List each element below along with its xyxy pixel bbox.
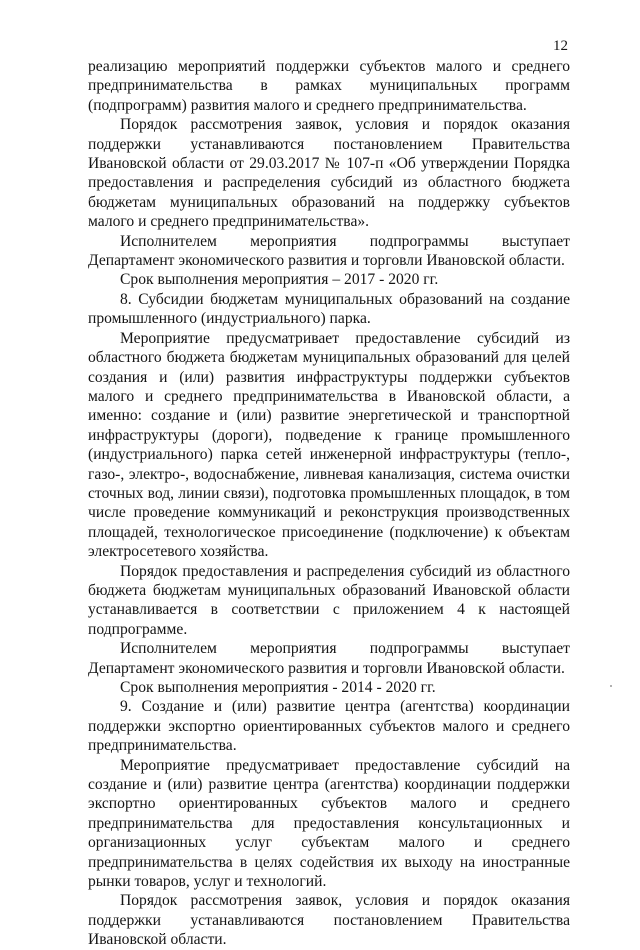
paragraph: Мероприятие предусматривает предоставление субсидий на создание и (или) развитие центра (агентства) координации поддержки экспортно ориентированных субъектов малого и среднего предпринимательства для предоставления консультационных и организационных услуг субъектам малого и среднего предпринимательства в целях содействия их выходу на иностранные рынки товаров, услуг и технологий. — [88, 756, 570, 891]
paragraph: Исполнителем мероприятия подпрограммы выступает Департамент экономического развития и торговли Ивановской области. — [88, 640, 570, 677]
scan-speck — [610, 685, 612, 687]
paragraph: Исполнителем мероприятия подпрограммы выступает Департамент экономического развития и торговли Ивановской области. — [88, 232, 570, 270]
paragraph: Срок выполнения мероприятия – 2017 - 2020 гг. — [120, 271, 439, 289]
paragraph: реализацию мероприятий поддержки субъектов малого и среднего предпринимательства в рамках муниципальных программ (подпрограмм) развития малого и среднего предпринимательства. — [88, 58, 570, 114]
document-body — [88, 57, 570, 950]
page-number: 12 — [553, 38, 568, 54]
paragraph: 9. Создание и (или) развитие центра (агентства) координации поддержки экспортно ориентированных субъектов малого и среднего предпринимательства. — [88, 698, 570, 755]
paragraph: Срок выполнения мероприятия - 2014 - 2020 гг. — [120, 679, 436, 696]
paragraph: Порядок рассмотрения заявок, условия и порядок оказания поддержки устанавливаются постановлением Правительства Ивановской области от 29.03.2017 № 107-п «Об утверждении Порядка предоставления и распределения субсидий из областного бюджета бюджетам муниципальных образований на поддержку субъектов малого и среднего предпринимательства». — [88, 116, 570, 231]
paragraph: 8. Субсидии бюджетам муниципальных образований на создание промышленного (индустриального) парка. — [88, 290, 570, 328]
paragraph: Порядок предоставления и распределения субсидий из областного бюджета бюджетам муниципальных образований Ивановской области устанавливается в соответствии с приложением 4 к настоящей подпрограмме. — [88, 562, 570, 638]
paragraph: Порядок рассмотрения заявок, условия и порядок оказания поддержки устанавливаются постановлением Правительства Ивановской области. — [88, 892, 570, 949]
paragraph: Мероприятие предусматривает предоставление субсидий из областного бюджета бюджетам муниципальных образований для целей создания и (или) развития инфраструктуры поддержки субъектов малого и среднего предпринимательства в Ивановской области, а именно: создание и (или) развитие энергетической и транспортной инфраструктуры (дороги), подведение к границе промышленного (индустриального) парка сетей инженерной инфраструктуры (тепло-, газо-, электро-, водоснабжение, ливневая канализация, система очистки сточных вод, линии связи), подготовка промышленных площадок, в том числе проведение коммуникаций и реконструкция производственных площадей, технологическое присоединение (подключение) к объектам электросетевого хозяйства. — [88, 329, 570, 561]
